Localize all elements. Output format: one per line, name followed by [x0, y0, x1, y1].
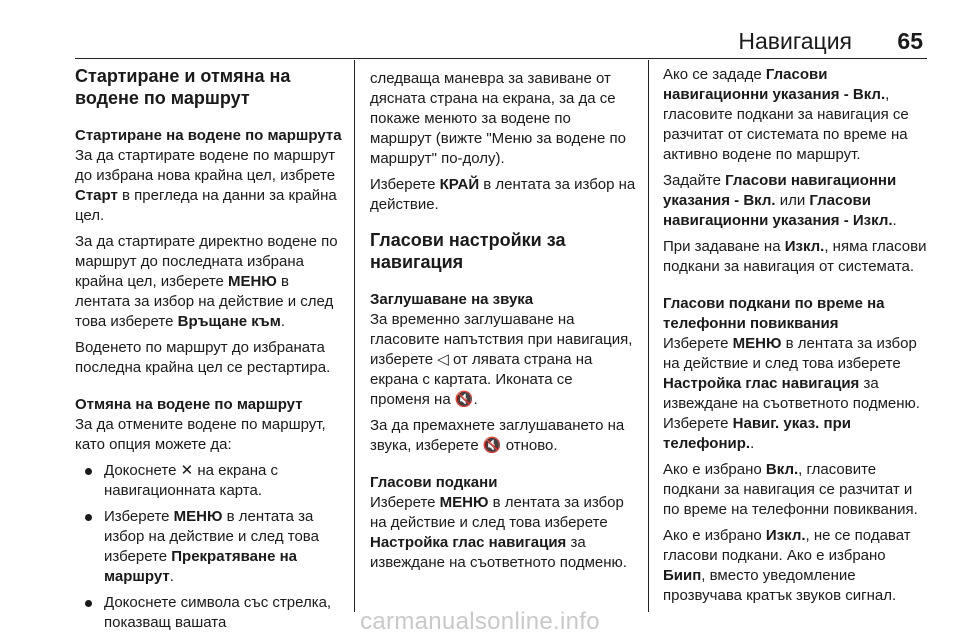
term-on: Вкл. — [765, 461, 799, 478]
term-voice-setting: Настройка глас навигация — [663, 375, 860, 392]
text: в лентата за избор на действие и след това изберете — [75, 273, 334, 330]
text: в прегледа на данни за крайна цел. — [75, 187, 337, 224]
speaker-icon: ◁ — [437, 351, 449, 368]
watermark: carmanualsonline.info — [360, 608, 600, 635]
bullet-dot — [85, 600, 92, 607]
term-start: Старт — [75, 187, 118, 204]
text: За да премахнете заглушаването на звука, изберете — [370, 417, 625, 454]
text: в лентата за избор на действие и след това изберете — [104, 508, 319, 565]
text: , гласовите подкани за навигация се разчитат и по време на телефонни повиквания. — [663, 461, 918, 518]
subheading-phone-calls: Гласови подкани по време на телефонни повиквания — [663, 295, 885, 332]
paragraph-continued: следваща маневра за завиване от дясната страна на екрана, за да се покаже менюто за водене по маршрут (вижте "Меню за водене по маршрут" по-долу). — [370, 70, 626, 167]
column-divider-1 — [354, 60, 355, 612]
text: Ако се зададе — [663, 66, 766, 83]
paragraph-select-end — [370, 175, 636, 215]
text: , не се подават гласови подкани. Ако е избрано — [663, 527, 911, 564]
text: на екрана с навигационната карта. — [104, 462, 279, 499]
subheading-cancel-guidance: Отмяна на водене по маршрут — [75, 396, 303, 413]
header-divider — [75, 58, 927, 59]
term-voice-off: Гласови навигационни указания - Изкл. — [663, 192, 893, 229]
term-menu: МЕНЮ — [732, 335, 782, 352]
text: или — [775, 192, 810, 209]
paragraph-start-last — [75, 232, 343, 332]
column-3 — [663, 63, 929, 606]
paragraph-cancel-intro: За да отмените водене по маршрут, като опция можете да: — [75, 416, 326, 453]
section-title-voice-settings: Гласови настройки за навигация — [370, 230, 566, 272]
text: . — [280, 313, 286, 330]
page-number: 65 — [897, 28, 923, 54]
paragraph-unmute — [370, 416, 636, 456]
list-item — [75, 507, 343, 587]
paragraph-voice-prompts — [370, 493, 636, 573]
column-2 — [370, 63, 636, 573]
term-nav-phone: Навиг. указ. при телефонир. — [663, 415, 851, 452]
close-icon: ✕ — [180, 462, 194, 479]
term-voice-on: Гласови навигационни указания - Вкл. — [663, 66, 886, 103]
term-voice-on: Гласови навигационни указания - Вкл. — [663, 172, 897, 209]
text: Ако е избрано — [663, 527, 766, 544]
text: . — [169, 568, 174, 585]
text: Изберете — [663, 335, 733, 352]
section-title-start-cancel: Стартиране и отмяна на водене по маршрут — [75, 66, 291, 108]
text: . — [892, 212, 897, 229]
subheading-start-guidance: Стартиране на водене по маршрута — [75, 127, 342, 144]
text: , вместо уведомление прозвучава кратък звуков сигнал. — [663, 567, 897, 604]
term-menu: МЕНЮ — [439, 494, 489, 511]
text: Ако е избрано — [663, 461, 766, 478]
text: от лявата страна на екрана с картата. Иконата се променя на — [370, 351, 593, 408]
speaker-muted-icon: 🔇 — [454, 391, 474, 408]
paragraph-voice-off — [663, 237, 929, 277]
column-divider-2 — [648, 60, 649, 612]
paragraph-restart: Воденето по маршрут до избраната последна крайна цел се рестартира. — [75, 339, 331, 376]
paragraph-start-new — [75, 146, 343, 226]
term-off: Изкл. — [765, 527, 806, 544]
paragraph-phone-menu — [663, 334, 929, 454]
text: за извеждане на съответното подменю. — [370, 534, 627, 571]
text: , няма гласови подкани за навигация от системата. — [663, 238, 927, 275]
text: Изберете — [370, 494, 440, 511]
text: Изберете — [370, 176, 440, 193]
term-off: Изкл. — [784, 238, 825, 255]
text: За да стартирате водене по маршрут до избрана нова крайна цел, избрете — [75, 147, 336, 184]
paragraph-mute — [370, 310, 636, 410]
text: в лентата за избор на действие и след това изберете — [370, 494, 624, 531]
text: в лентата за избор на действие и след това изберете — [663, 335, 917, 372]
paragraph-phone-off — [663, 526, 929, 606]
text: за извеждане на съответното подменю. Изберете — [663, 375, 920, 432]
text: За да стартирате директно водене по маршрут до последната избрана крайна цел, изберете — [75, 233, 338, 290]
term-menu: МЕНЮ — [228, 273, 277, 290]
list-item — [75, 461, 343, 501]
bullet-dot — [85, 514, 92, 521]
term-return: Връщане към — [177, 313, 281, 330]
term-voice-setting: Настройка глас навигация — [370, 534, 567, 551]
text: За временно заглушаване на гласовите напътствия при навигация, изберете — [370, 311, 633, 368]
term-end: КРАЙ — [439, 176, 480, 193]
text: в лентата за избор на действие. — [370, 176, 636, 213]
term-menu: МЕНЮ — [173, 508, 223, 525]
subheading-voice-prompts: Гласови подкани — [370, 474, 498, 491]
text: Изберете — [104, 508, 174, 525]
text: отново. — [501, 437, 558, 454]
column-1 — [75, 63, 343, 633]
text: , гласовите подкани за навигация се разчитат от системата по време на активно водене по маршрут. — [663, 86, 909, 163]
text: . — [473, 391, 478, 408]
text: При задаване на — [663, 238, 785, 255]
paragraph-set-voice — [663, 171, 929, 231]
text: Докоснете — [104, 462, 181, 479]
text: Задайте — [663, 172, 726, 189]
bullet-dot — [85, 468, 92, 475]
subheading-mute: Заглушаване на звука — [370, 291, 534, 308]
page-header-title: Навигация — [738, 28, 852, 54]
text: Докоснете символа със стрелка, показващ вашата — [104, 594, 332, 631]
text: . — [750, 435, 755, 452]
term-stop-route: Прекратяване на маршрут — [104, 548, 298, 585]
paragraph-phone-on — [663, 460, 929, 520]
speaker-muted-icon: 🔇 — [482, 437, 502, 454]
paragraph-voice-on — [663, 65, 929, 165]
term-beep: Биип — [663, 567, 702, 584]
